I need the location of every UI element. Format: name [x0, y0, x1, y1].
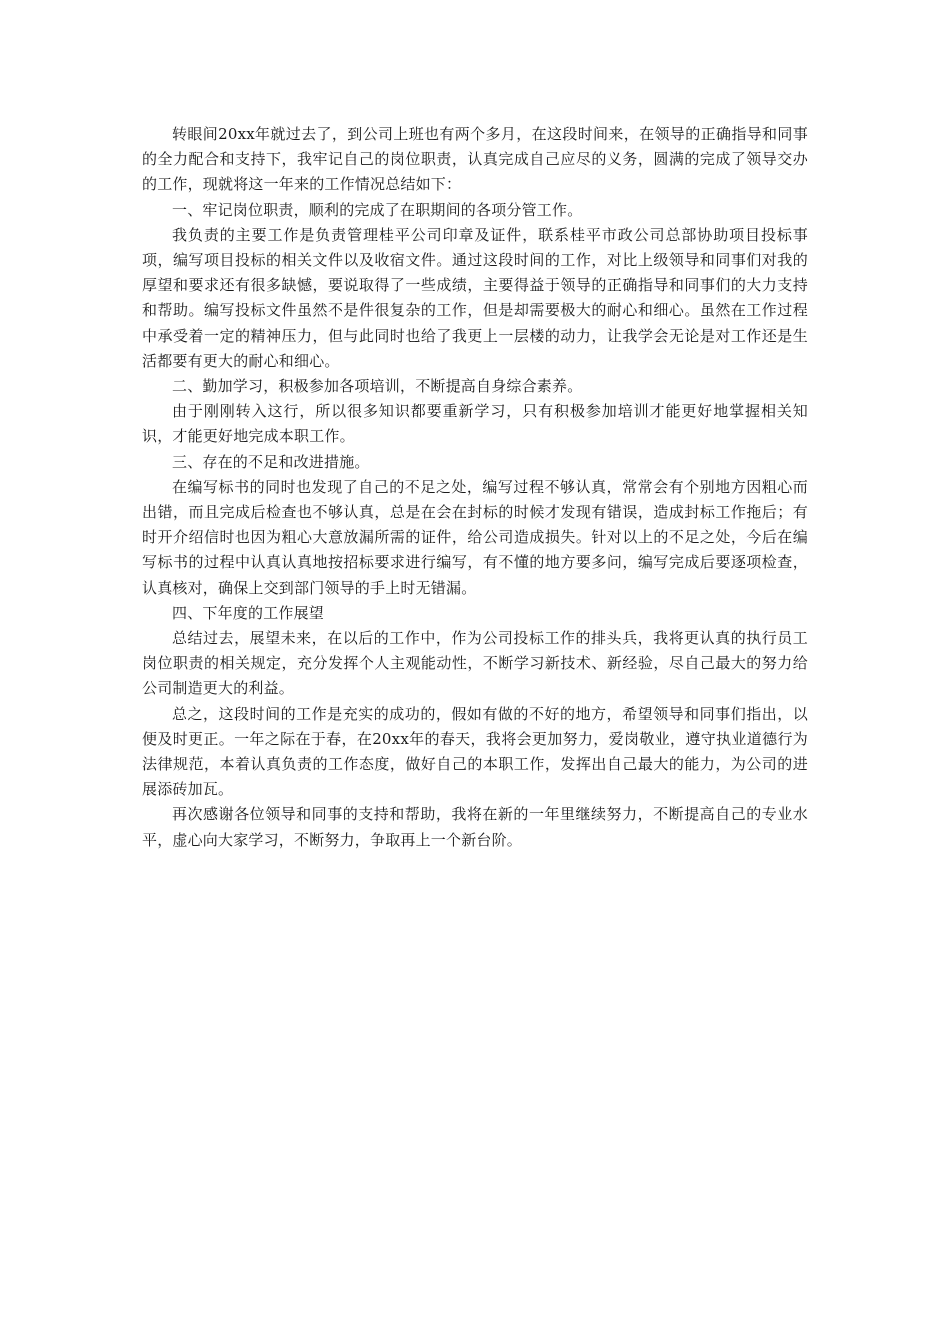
document-body	[142, 122, 808, 853]
closing-paragraph: 再次感谢各位领导和同事的支持和帮助，我将在新的一年里继续努力，不断提高自己的专业水平，虚心向大家学习，不断努力，争取再上一个新台阶。	[142, 805, 808, 849]
summary-paragraph: 总之，这段时间的工作是充实的成功的，假如有做的不好的地方，希望领导和同事们指出，以便及时更正。一年之际在于春，在20xx年的春天，我将会更加努力，爱岗敬业，遵守执业道德行为法律规范，本着认真负责的工作态度，做好自己的本职工作，发挥出自己最大的能力，为公司的进展添砖加瓦。	[142, 704, 808, 799]
section-4-paragraph: 总结过去，展望未来，在以后的工作中，作为公司投标工作的排头兵，我将更认真的执行员工岗位职责的相关规定，充分发挥个人主观能动性，不断学习新技术、新经验，尽自己最大的努力给公司制造更大的利益。	[142, 629, 808, 698]
intro-paragraph: 转眼间20xx年就过去了，到公司上班也有两个多月，在这段时间来，在领导的正确指导和同事的全力配合和支持下，我牢记自己的岗位职责，认真完成自己应尽的义务，圆满的完成了领导交办的工作，现就将这一年来的工作情况总结如下：	[142, 125, 808, 194]
section-heading-1: 一、牢记岗位职责，顺利的完成了在职期间的各项分管工作。	[172, 200, 583, 219]
section-1-paragraph: 我负责的主要工作是负责管理桂平公司印章及证件，联系桂平市政公司总部协助项目投标事项，编写项目投标的相关文件以及收宿文件。通过这段时间的工作，对比上级领导和同事们对我的厚望和要求还有很多缺憾，要说取得了一些成绩，主要得益于领导的正确指导和同事们的大力支持和帮助。编写投标文件虽然不是件很复杂的工作，但是却需要极大的耐心和细心。虽然在工作过程中承受着一定的精神压力，但与此同时也给了我更上一层楼的动力，让我学会无论是对工作还是生活都要有更大的耐心和细心。	[142, 225, 808, 370]
section-heading-3: 三、存在的不足和改进措施。	[172, 452, 370, 471]
section-heading-4: 四、下年度的工作展望	[172, 603, 325, 622]
section-3-paragraph: 在编写标书的同时也发现了自己的不足之处，编写过程不够认真，常常会有个别地方因粗心而出错，而且完成后检查也不够认真，总是在会在封标的时候才发现有错误，造成封标工作拖后；有时开介绍信时也因为粗心大意放漏所需的证件，给公司造成损失。针对以上的不足之处，今后在编写标书的过程中认真认真地按招标要求进行编写，有不懂的地方要多问，编写完成后要逐项检查，认真核对，确保上交到部门领导的手上时无错漏。	[142, 477, 808, 597]
section-2-paragraph: 由于刚刚转入这行，所以很多知识都要重新学习，只有积极参加培训才能更好地掌握相关知识，才能更好地完成本职工作。	[142, 402, 808, 446]
section-heading-2: 二、勤加学习，积极参加各项培训，不断提高自身综合素养。	[172, 377, 583, 396]
